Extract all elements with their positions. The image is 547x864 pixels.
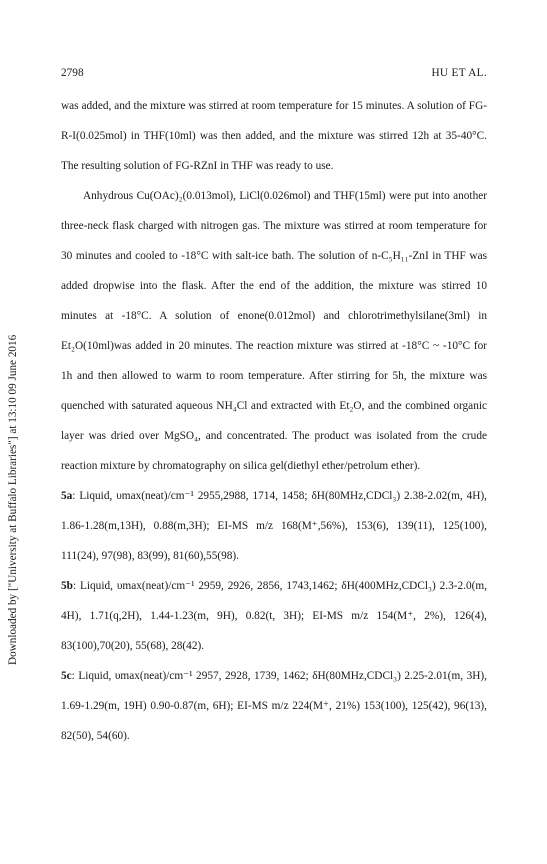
download-watermark: Downloaded by ["University at Buffalo Libraries"] at 13:10 09 June 2016 <box>7 334 19 665</box>
compound-5b-label: 5b <box>61 580 73 592</box>
page-number: 2798 <box>61 67 84 79</box>
compound-5a-label: 5a <box>61 490 73 502</box>
article-body <box>61 91 487 751</box>
compound-5c-data <box>61 661 487 751</box>
paragraph-procedure: Anhydrous Cu(OAc)₂(0.013mol), LiCl(0.026mol) and THF(15ml) were put into another three-neck flask charged with nitrogen gas. The mixture was stirred at room temperature for 30 minutes and cooled to -18°C with salt-ice bath. The solution of n-C₅H₁₁-ZnI in THF was added dropwise into the flask. After the end of the addition, the mixture was stirred 10 minutes at -18°C. A solution of enone(0.012mol) and chlorotrimethylsilane(3ml) in Et₂O(10ml)was added in 20 minutes. The reaction mixture was stirred at -18°C ~ -10°C for 1h and then allowed to warm to room temperature. After stirring for 5h, the mixture was quenched with saturated aqueous NH₄Cl and extracted with Et₂O, and the combined organic layer was dried over MgSO₄, and concentrated. The product was isolated from the crude reaction mixture by chromatography on silica gel(diethyl ether/petrolum ether). <box>61 190 487 472</box>
compound-5b-data <box>61 571 487 661</box>
compound-5a-data <box>61 481 487 571</box>
compound-5a-text: : Liquid, υmax(neat)/cm⁻¹ 2955,2988, 1714, 1458; δH(80MHz,CDCl₃) 2.38-2.02(m, 4H), 1.86-1.28(m,13H), 0.88(m,3H); EI-MS m/z 168(M⁺,56%), 153(6), 139(11), 125(100), 111(24), 97(98), 83(99), 81(60),55(98). <box>61 490 487 562</box>
running-head: HU ET AL. <box>431 67 487 79</box>
page-header <box>61 67 487 81</box>
compound-5c-text: : Liquid, υmax(neat)/cm⁻¹ 2957, 2928, 1739, 1462; δH(80MHz,CDCl₃) 2.25-2.01(m, 3H), 1.69-1.29(m, 19H) 0.90-0.87(m, 6H); EI-MS m/z 224(M⁺, 21%) 153(100), 125(42), 96(13), 82(50), 54(60). <box>61 670 487 742</box>
compound-5b-text: : Liquid, υmax(neat)/cm⁻¹ 2959, 2926, 2856, 1743,1462; δH(400MHz,CDCl₃) 2.3-2.0(m, 4H), 1.71(q,2H), 1.44-1.23(m, 9H), 0.82(t, 3H); EI-MS m/z 154(M⁺, 2%), 126(4), 83(100),70(20), 55(68), 28(42). <box>61 580 487 652</box>
paragraph-continued: was added, and the mixture was stirred at room temperature for 15 minutes. A solution of FG-R-I(0.025mol) in THF(10ml) was then added, and the mixture was stirred 12h at 35-40°C. The resulting solution of FG-RZnI in THF was ready to use. <box>61 100 487 172</box>
compound-5c-label: 5c <box>61 670 72 682</box>
